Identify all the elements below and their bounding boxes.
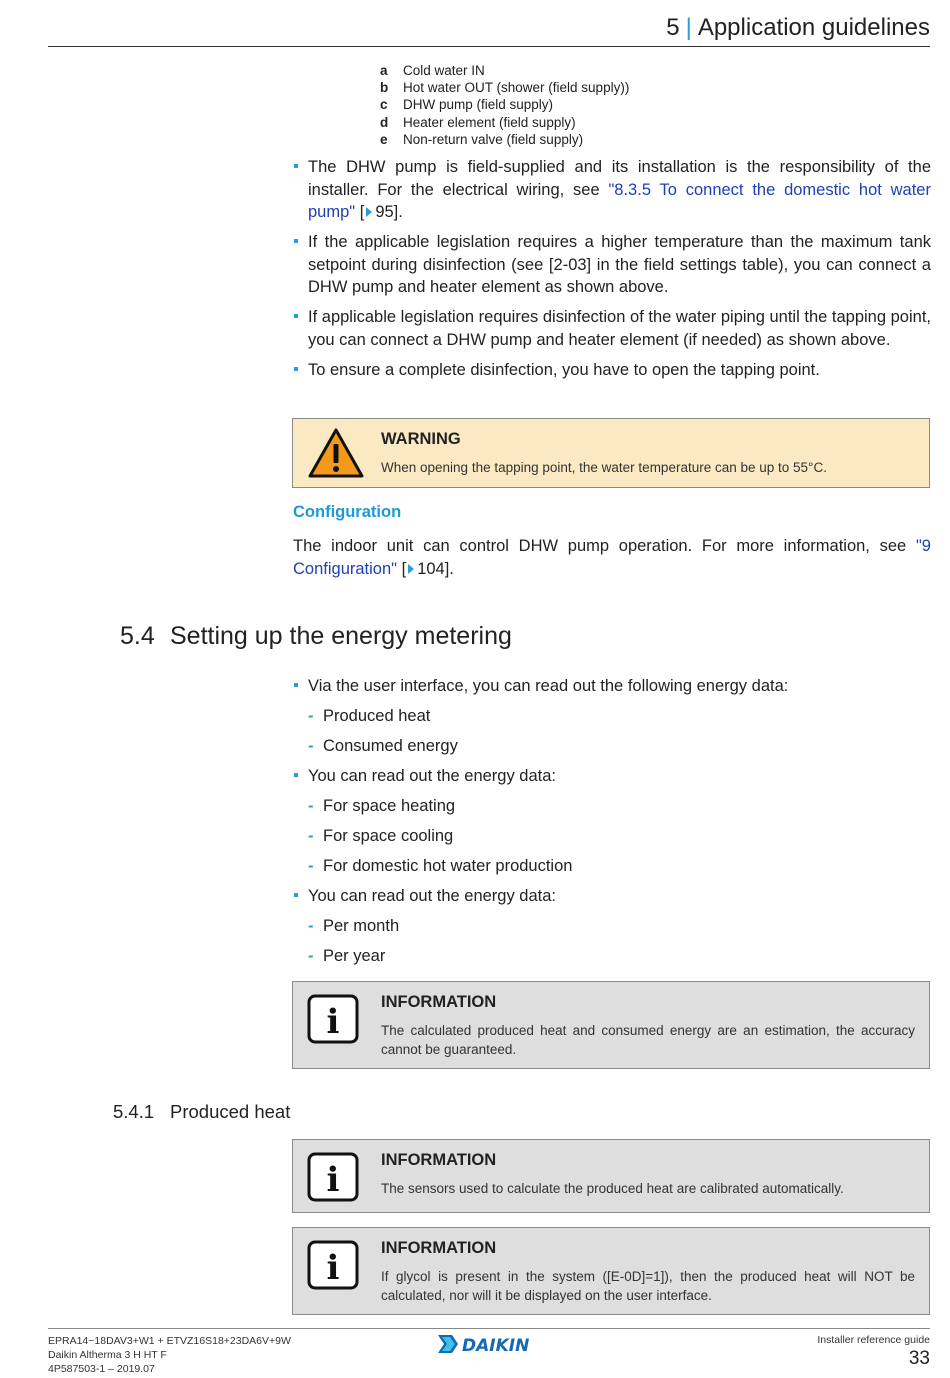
legend-item	[380, 131, 629, 148]
legend-item	[380, 79, 629, 96]
legend-key: b	[380, 80, 389, 96]
footer-model: EPRA14~18DAV3+W1 + ETVZ16S18+23DA6V+9W	[48, 1335, 291, 1347]
bullet-text: The DHW pump is field-supplied and its installation is the responsibility of the installer. For the electrical wiring, see	[308, 158, 931, 199]
warning-icon	[307, 427, 365, 479]
sub-bullet-item: - For space heating	[293, 795, 931, 818]
page-ref-open: [	[397, 559, 407, 578]
legend-key: e	[380, 131, 388, 147]
section-heading-5-4-1	[113, 1101, 290, 1123]
footer-doc-code: 4P587503-1 – 2019.07	[48, 1363, 155, 1375]
legend-item	[380, 96, 629, 113]
xref-link-configuration[interactable]: "9 Configuration"	[293, 537, 931, 578]
configuration-paragraph	[293, 535, 931, 580]
page-ref-number: 104	[417, 559, 445, 578]
information-title: INFORMATION	[381, 1239, 497, 1257]
section-number: 5.4	[120, 622, 155, 650]
footer-product: Daikin Altherma 3 H HT F	[48, 1349, 167, 1361]
sub-bullet-item: - Per month	[293, 915, 931, 938]
logo-text: DAIKIN	[462, 1336, 530, 1355]
sub-bullet-item: - Consumed energy	[293, 735, 931, 758]
information-box	[292, 981, 930, 1069]
sub-bullet-item: - Per year	[293, 945, 931, 968]
section-number: 5.4.1	[113, 1101, 155, 1122]
information-title: INFORMATION	[381, 993, 497, 1011]
chapter-number: 5	[666, 14, 680, 41]
daikin-logo	[438, 1333, 548, 1355]
legend-text: Non-return valve (field supply)	[403, 131, 584, 147]
page-arrow-icon	[366, 207, 372, 217]
information-icon	[307, 1240, 359, 1290]
footer-rule	[48, 1328, 930, 1329]
section-title: Produced heat	[170, 1101, 291, 1122]
information-box	[292, 1139, 930, 1213]
information-text: The calculated produced heat and consumed energy are an estimation, the accuracy cannot be guaranteed.	[381, 1023, 915, 1057]
header-separator: |	[685, 14, 692, 41]
page-number: 33	[908, 1348, 930, 1369]
bullet-item: You can read out the energy data:	[293, 765, 931, 788]
page-arrow-icon	[408, 564, 414, 574]
footer-doc-type: Installer reference guide	[817, 1334, 930, 1346]
legend-text: Heater element (field supply)	[403, 114, 576, 130]
section-heading-5-4	[120, 622, 512, 651]
footer-doc-info	[48, 1334, 291, 1376]
svg-text:i: i	[326, 1248, 340, 1288]
legend-text: DHW pump (field supply)	[403, 97, 554, 113]
information-icon	[307, 994, 359, 1044]
legend-key: d	[380, 114, 389, 130]
warning-title: WARNING	[381, 430, 461, 448]
header-rule	[48, 46, 930, 47]
sub-bullet-item: - For domestic hot water production	[293, 855, 931, 878]
bullet-item: Via the user interface, you can read out the following energy data:	[293, 675, 931, 698]
bullet-item: To ensure a complete disinfection, you have to open the tapping point.	[293, 359, 931, 382]
bullet-item	[293, 156, 931, 224]
chapter-title: Application guidelines	[697, 14, 930, 41]
svg-text:i: i	[326, 1002, 340, 1042]
paragraph-text: The indoor unit can control DHW pump operation. For more information, see	[293, 537, 916, 555]
legend-key: c	[380, 97, 388, 113]
legend-text: Hot water OUT (shower (field supply))	[403, 80, 630, 96]
sub-bullet-item: - Produced heat	[293, 705, 931, 728]
sub-bullet-item: - For space cooling	[293, 825, 931, 848]
legend-text: Cold water IN	[403, 63, 485, 78]
legend-item	[380, 62, 629, 79]
page-ref-open: [	[355, 203, 365, 221]
warning-text: When opening the tapping point, the water temperature can be up to 55°C.	[381, 460, 827, 475]
legend-key: a	[380, 63, 388, 78]
chapter-header	[666, 14, 930, 42]
information-icon	[307, 1152, 359, 1202]
legend-item	[380, 114, 629, 131]
information-box	[292, 1227, 930, 1315]
page-ref-close: ].	[444, 559, 454, 578]
dhw-pump-bullets	[293, 156, 931, 389]
section-title: Setting up the energy metering	[170, 622, 512, 650]
page-ref-number: 95	[375, 203, 394, 221]
xref-link-dhw-pump[interactable]: "8.3.5 To connect the domestic hot water pump"	[308, 180, 931, 221]
information-text: The sensors used to calculate the produced heat are calibrated automatically.	[381, 1181, 844, 1196]
energy-metering-bullets	[293, 675, 931, 975]
svg-text:i: i	[326, 1160, 340, 1200]
page-ref-close: ].	[393, 203, 403, 221]
figure-legend	[380, 62, 629, 148]
information-title: INFORMATION	[381, 1151, 497, 1169]
bullet-item: If applicable legislation requires disinfection of the water piping until the tapping point, you can connect a DHW pump and heater element (if needed) as shown above.	[293, 306, 931, 351]
information-text: If glycol is present in the system ([E-0D]=1]), then the produced heat will NOT be calculated, nor will it be displayed on the user interface.	[381, 1269, 915, 1303]
configuration-heading: Configuration	[293, 503, 402, 521]
bullet-item: If the applicable legislation requires a higher temperature than the maximum tank setpoint during disinfection (see [2-03] in the field settings table), you can connect a DHW pump and heater element as shown above.	[293, 231, 931, 299]
bullet-item: You can read out the energy data:	[293, 885, 931, 908]
warning-box	[292, 418, 930, 488]
